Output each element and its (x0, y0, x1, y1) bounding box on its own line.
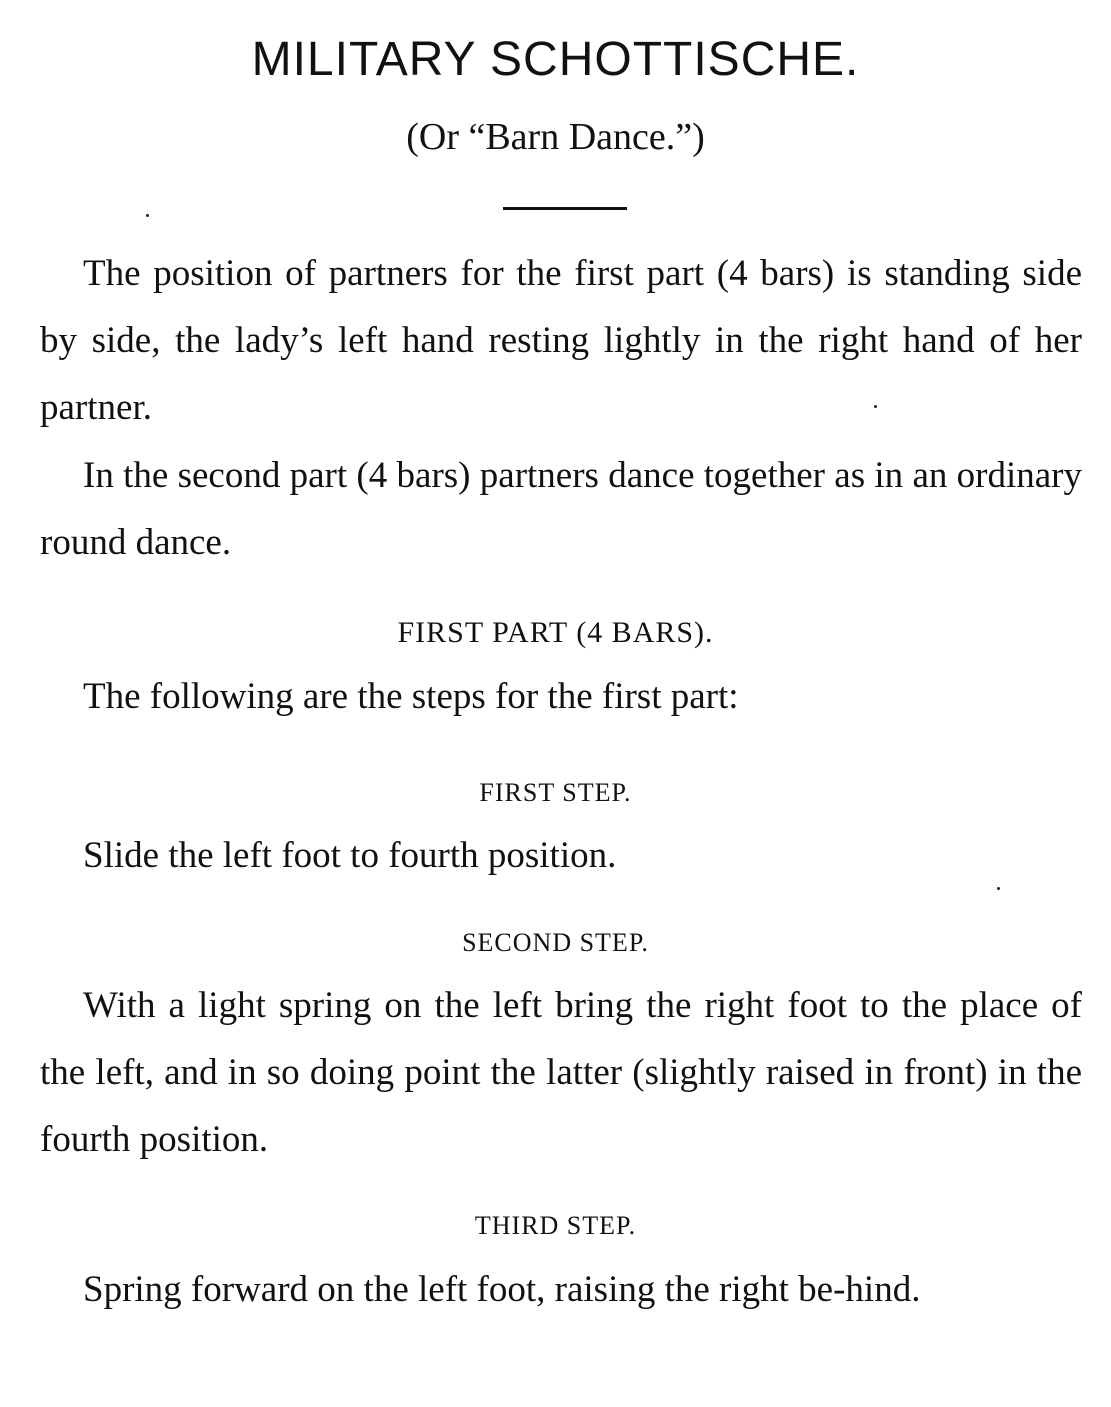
print-speck (146, 214, 149, 217)
first-step-text: Slide the left foot to fourth position. (83, 835, 617, 876)
second-step-text: With a light spring on the left bring the right foot to the place of the left, and in so doing point the latter (slightly raised in front) in the fourth position. (40, 985, 1082, 1160)
third-step-heading: THIRD STEP. (474, 1211, 637, 1240)
first-step-heading: FIRST STEP. (479, 778, 632, 807)
page-subtitle: (Or “Barn Dance.”) (406, 116, 705, 158)
intro-paragraph-2: In the second part (4 bars) partners dance together as in an ordinary round dance. (40, 455, 1082, 563)
page-title: MILITARY SCHOTTISCHE. (251, 33, 860, 86)
first-part-heading: FIRST PART (4 BARS). (397, 616, 714, 649)
first-part-intro: The following are the steps for the first part: (83, 676, 739, 717)
second-step-heading: SECOND STEP. (462, 928, 649, 957)
third-step-text: Spring forward on the left foot, raising the right be-hind. (83, 1269, 921, 1310)
title-divider (503, 207, 627, 210)
intro-paragraph-1: The position of partners for the first part (4 bars) is standing side by side, the lady’s left hand resting lightly in the right hand of her partner. (40, 253, 1082, 428)
